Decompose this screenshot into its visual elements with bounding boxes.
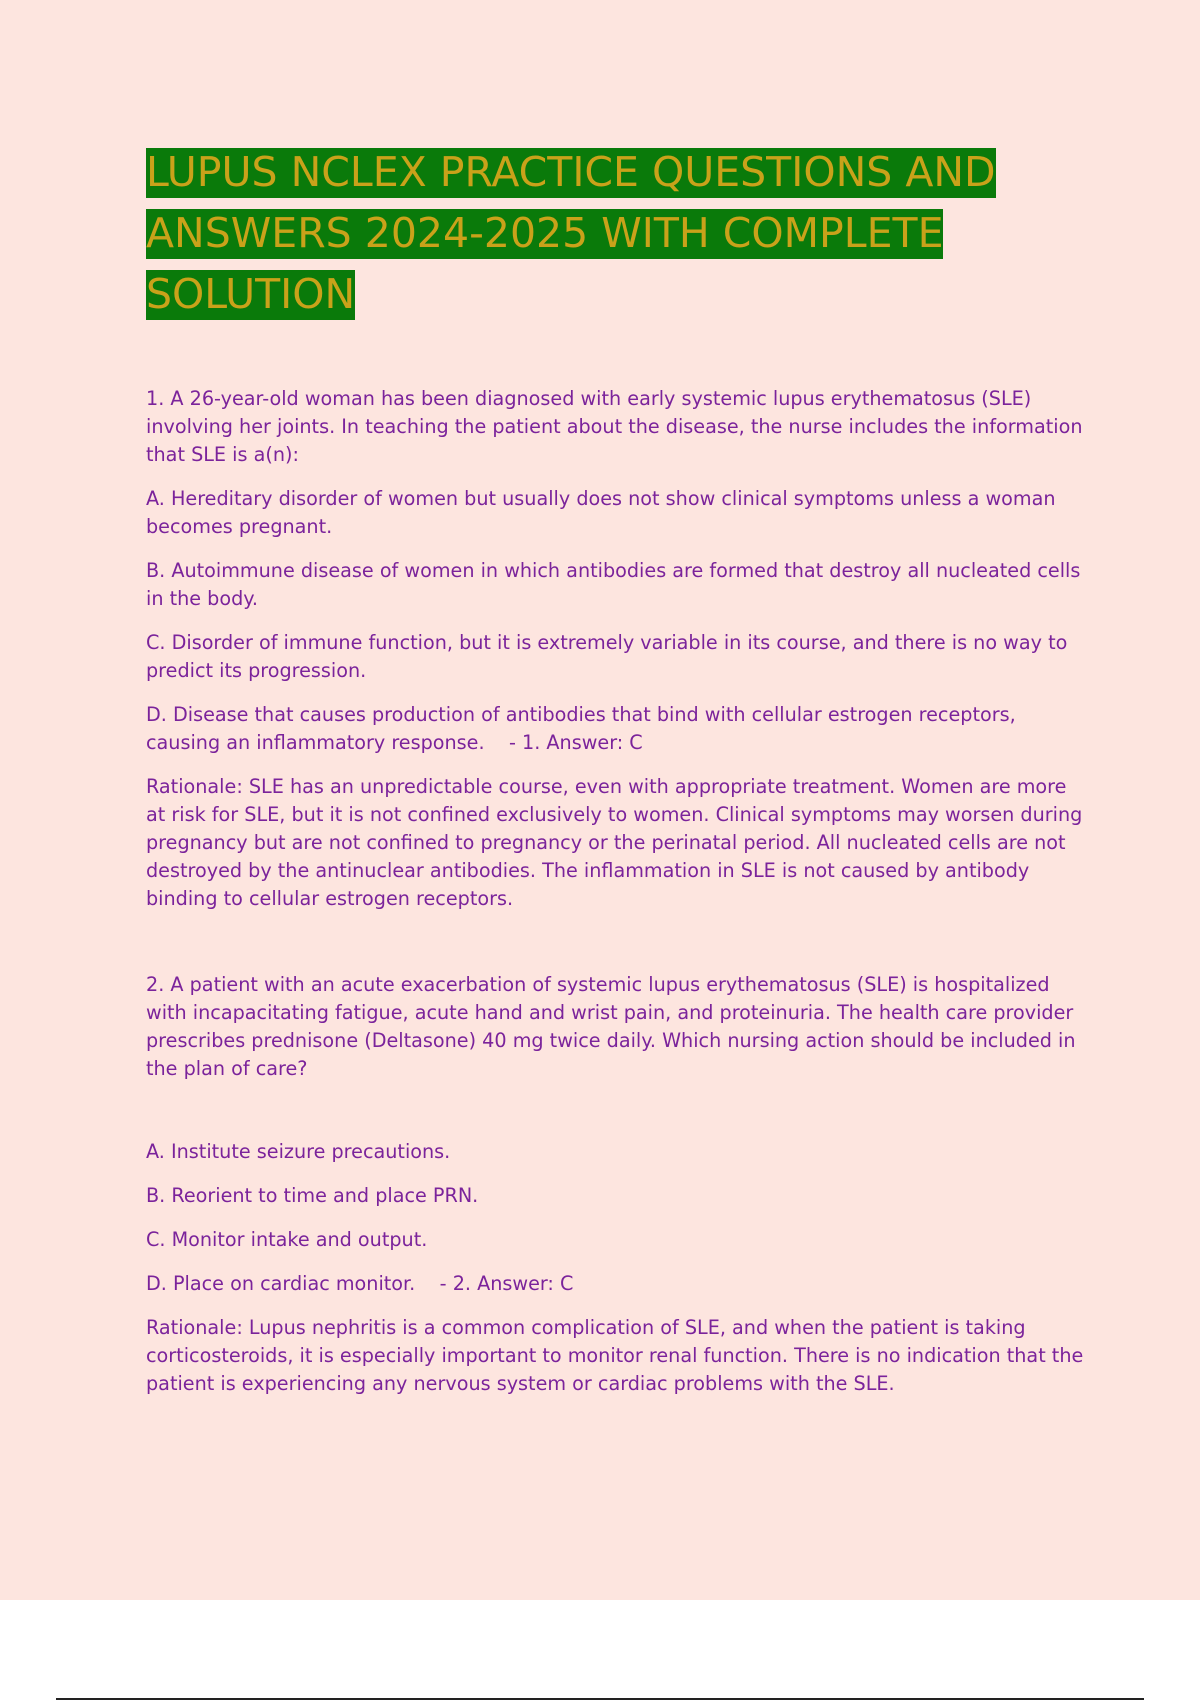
question-1-stem: 1. A 26-year-old woman has been diagnosed with early systemic lupus erythematosus (SLE) involving her joints. In teaching the patient about the disease, the nurse includes the information that SLE is a(n): [146, 387, 1083, 466]
question-1-rationale: Rationale: SLE has an unpredictable course, even with appropriate treatment. Women are more at risk for SLE, but it is not confined exclusively to women. Clinical symptoms may worsen during pregnancy but are not confined to pregnancy or the perinatal period. All nucleated cells are not destroyed by the antinuclear antibodies. The inflammation in SLE is not caused by antibody binding to cellular estrogen receptors. [146, 775, 1083, 910]
question-2-option-a: A. Institute seizure precautions. [146, 1140, 451, 1163]
document-content [146, 385, 1090, 1414]
question-1-option-b: B. Autoimmune disease of women in which antibodies are formed that destroy all nucleated cells in the body. [146, 559, 1081, 610]
document-title-text: LUPUS NCLEX PRACTICE QUESTIONS AND ANSWERS 2024-2025 WITH COMPLETE SOLUTION [146, 148, 996, 318]
question-1-option-d: D. Disease that causes production of antibodies that bind with cellular estrogen receptors, causing an inflammatory response. - 1. Answer: C [146, 703, 1022, 754]
question-1-option-a: A. Hereditary disorder of women but usually does not show clinical symptoms unless a woman becomes pregnant. [146, 487, 1056, 538]
question-2-option-d: D. Place on cardiac monitor. - 2. Answer: C [146, 1272, 574, 1295]
question-2-rationale: Rationale: Lupus nephritis is a common complication of SLE, and when the patient is taking corticosteroids, it is especially important to monitor renal function. There is no indication that the patient is experiencing any nervous system or cardiac problems with the SLE. [146, 1316, 1084, 1395]
document-title [146, 142, 1046, 325]
question-2-stem: 2. A patient with an acute exacerbation of systemic lupus erythematosus (SLE) is hospitalized with incapacitating fatigue, acute hand and wrist pain, and proteinuria. The health care provider prescribes prednisone (Deltasone) 40 mg twice daily. Which nursing action should be included in the plan of care? [146, 973, 1076, 1080]
question-2-option-c: C. Monitor intake and output. [146, 1228, 428, 1251]
question-1-option-c: C. Disorder of immune function, but it is extremely variable in its course, and there is no way to predict its progression. [146, 631, 1068, 682]
question-2-option-b: B. Reorient to time and place PRN. [146, 1184, 479, 1207]
